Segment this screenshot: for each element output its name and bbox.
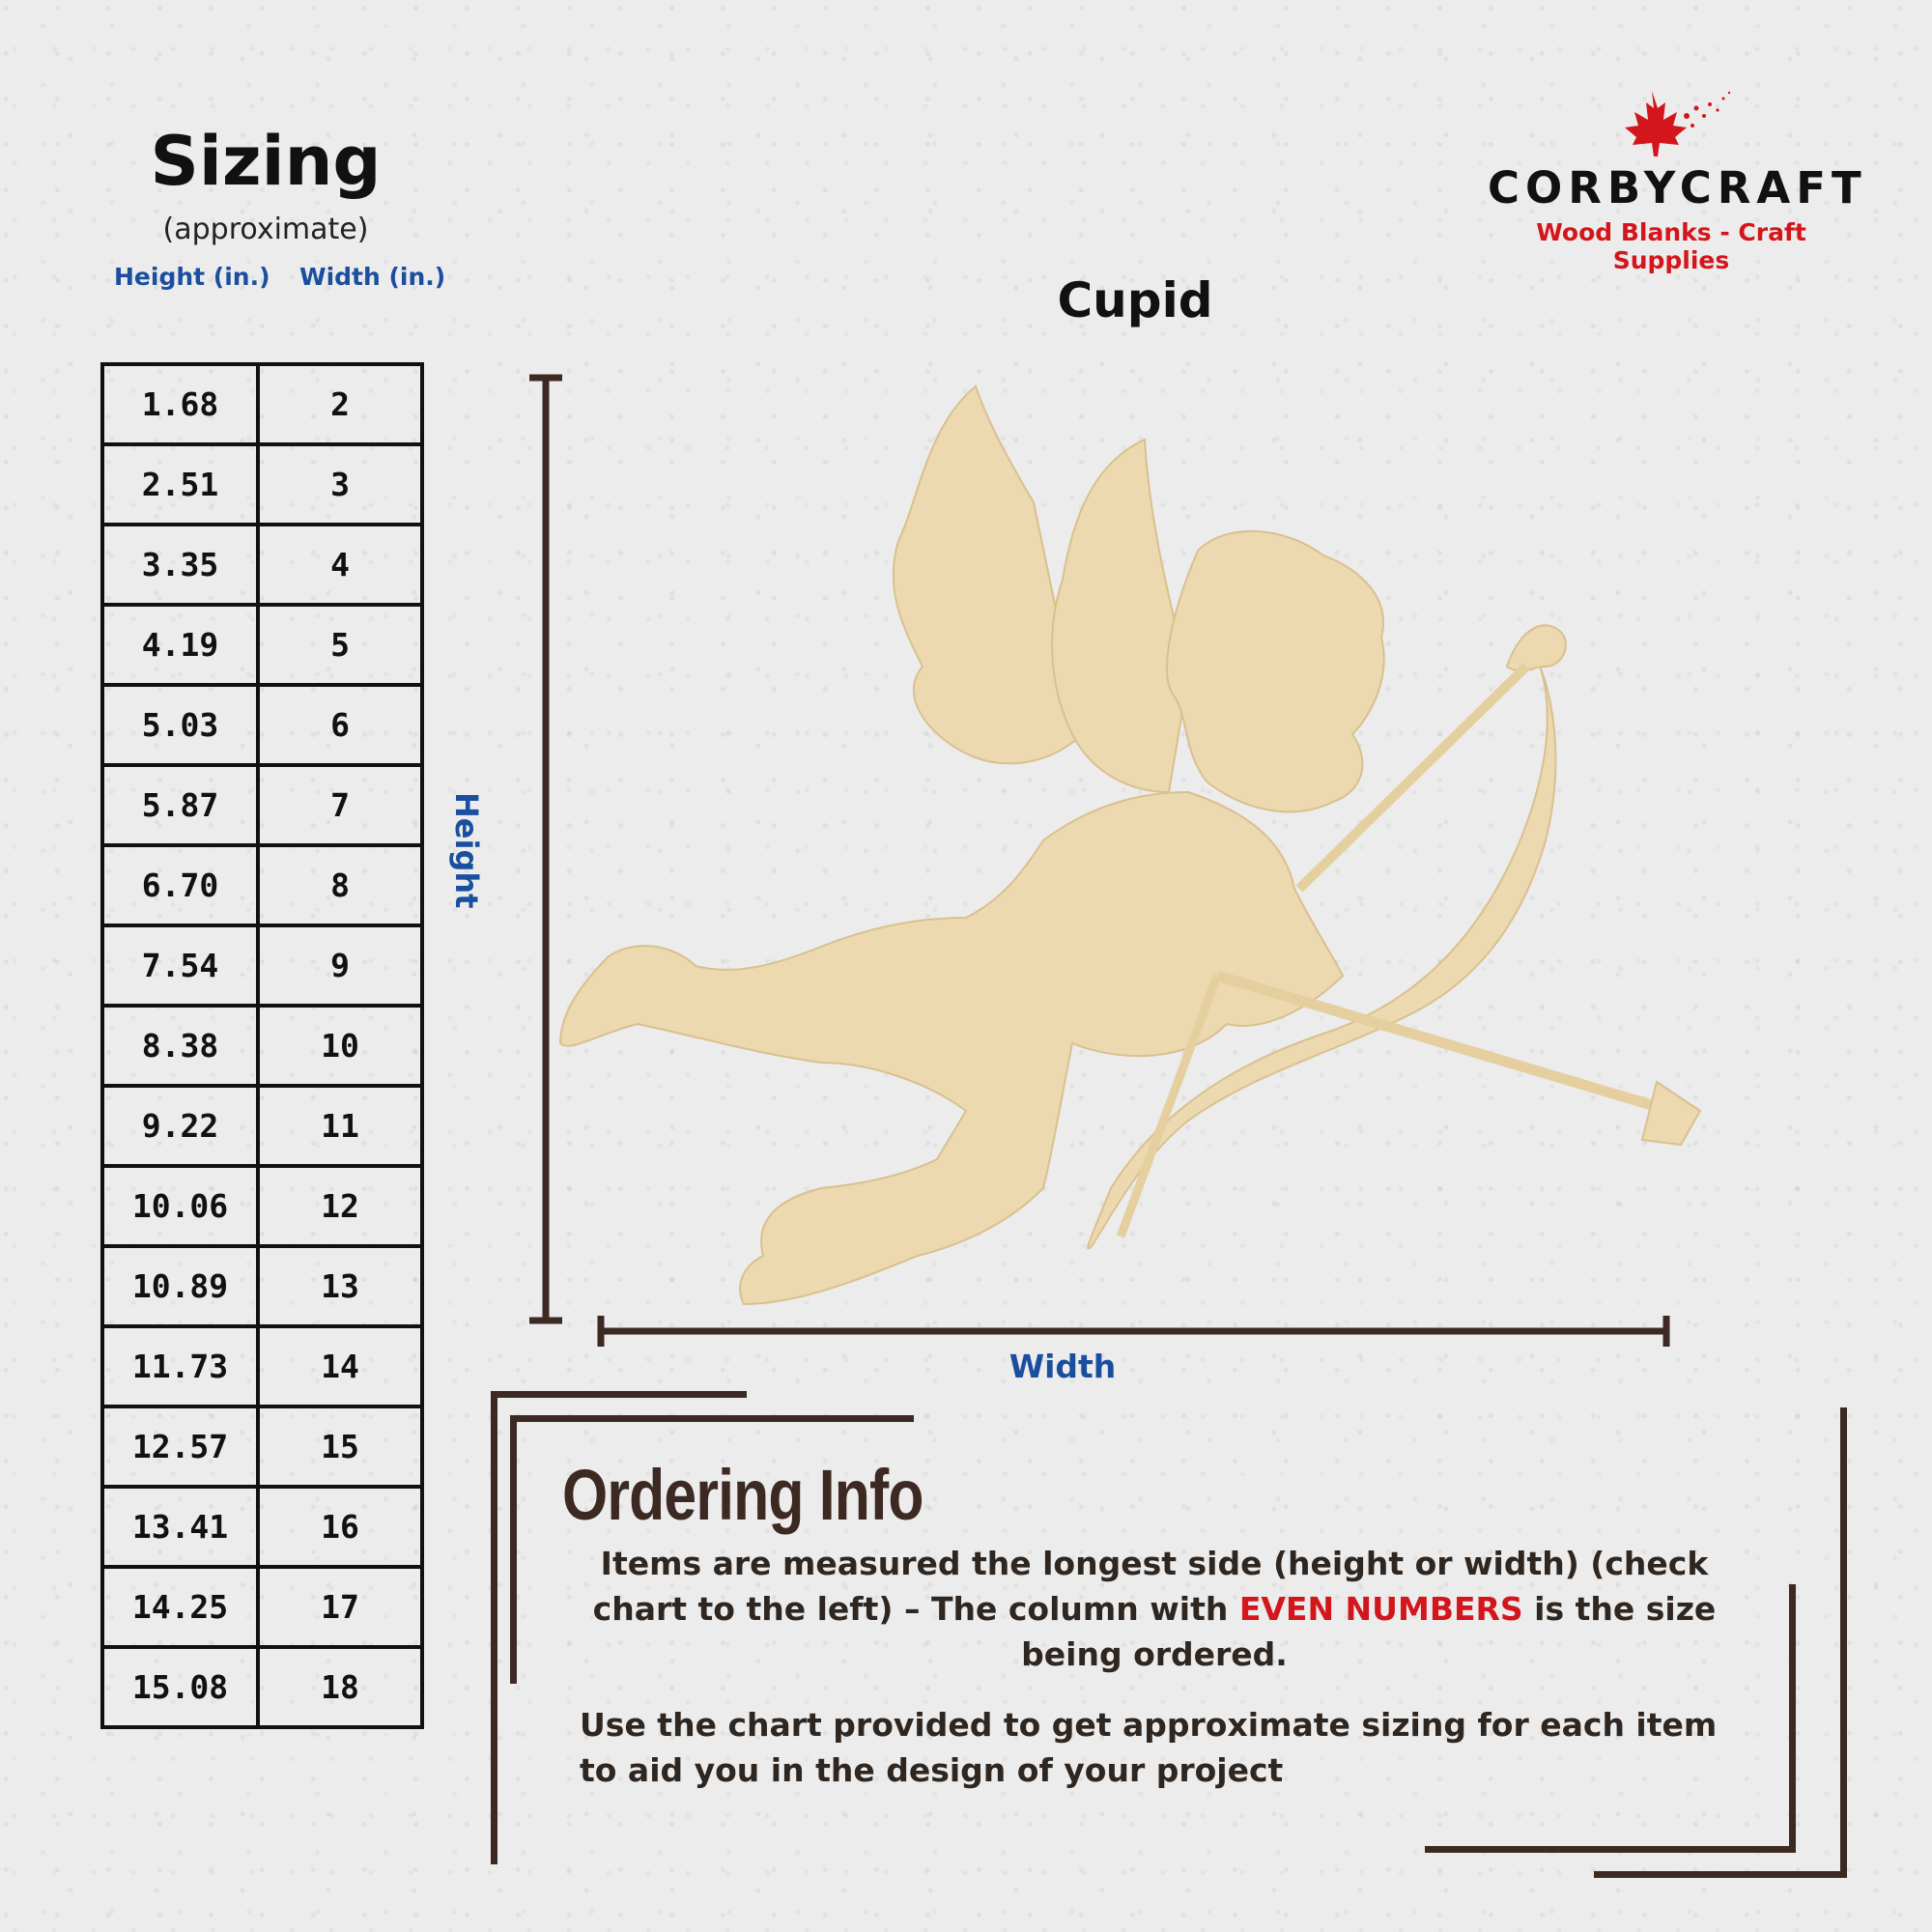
frame-line-inner-left — [510, 1415, 517, 1684]
cupid-silhouette — [560, 386, 1700, 1304]
height-cell: 11.73 — [102, 1326, 258, 1406]
height-column-header: Height (in.) — [114, 263, 270, 291]
width-cell: 13 — [258, 1246, 422, 1326]
width-cell: 2 — [258, 364, 422, 444]
ordering-info-title: Ordering Info — [562, 1455, 923, 1535]
height-cell: 10.89 — [102, 1246, 258, 1326]
width-cell: 10 — [258, 1006, 422, 1086]
width-cell: 4 — [258, 525, 422, 605]
width-cell: 9 — [258, 925, 422, 1006]
width-cell: 15 — [258, 1406, 422, 1487]
width-cell: 14 — [258, 1326, 422, 1406]
width-cell: 7 — [258, 765, 422, 845]
height-cell: 2.51 — [102, 444, 258, 525]
height-cell: 12.57 — [102, 1406, 258, 1487]
width-cell: 18 — [258, 1647, 422, 1727]
frame-line-outer-left — [491, 1391, 497, 1864]
height-cell: 10.06 — [102, 1166, 258, 1246]
width-cell: 8 — [258, 845, 422, 925]
width-cell: 17 — [258, 1567, 422, 1647]
width-cell: 11 — [258, 1086, 422, 1166]
width-column-header: Width (in.) — [299, 263, 446, 291]
width-cell: 5 — [258, 605, 422, 685]
width-cell: 12 — [258, 1166, 422, 1246]
width-cell: 6 — [258, 685, 422, 765]
height-cell: 1.68 — [102, 364, 258, 444]
frame-line-inner-right — [1789, 1584, 1796, 1853]
height-cell: 13.41 — [102, 1487, 258, 1567]
frame-line-inner-top — [510, 1415, 914, 1422]
frame-line-outer-bottom — [1594, 1871, 1847, 1878]
sizing-subtitle: (approximate) — [162, 213, 369, 246]
height-cell: 8.38 — [102, 1006, 258, 1086]
ordering-info-paragraph-2: Use the chart provided to get approximate sizing for each item to aid you in the design of your project — [580, 1706, 1718, 1789]
height-cell: 6.70 — [102, 845, 258, 925]
height-cell: 7.54 — [102, 925, 258, 1006]
width-dimension-line — [601, 1316, 1666, 1347]
width-cell: 3 — [258, 444, 422, 525]
height-cell: 5.87 — [102, 765, 258, 845]
height-axis-label: Height — [448, 792, 485, 909]
frame-line-inner-bottom — [1425, 1846, 1796, 1853]
sizing-title: Sizing — [150, 122, 382, 201]
width-axis-label: Width — [1009, 1348, 1117, 1385]
brand-name: CORBYCRAFT — [1488, 162, 1867, 213]
product-title: Cupid — [1057, 272, 1213, 328]
height-cell: 4.19 — [102, 605, 258, 685]
height-cell: 5.03 — [102, 685, 258, 765]
height-cell: 3.35 — [102, 525, 258, 605]
height-cell: 9.22 — [102, 1086, 258, 1166]
frame-line-outer-top — [491, 1391, 747, 1398]
brand-tagline: Wood Blanks - Craft Supplies — [1536, 218, 1806, 274]
even-numbers-highlight: EVEN NUMBERS — [1238, 1590, 1523, 1628]
height-cell: 14.25 — [102, 1567, 258, 1647]
height-cell: 15.08 — [102, 1647, 258, 1727]
frame-line-outer-right — [1840, 1407, 1847, 1878]
ordering-info-paragraph-1: Items are measured the longest side (height or width) (check chart to the left) – The column with EVEN NUMBERS is the size being ordered. — [592, 1545, 1717, 1673]
height-dimension-line — [529, 378, 562, 1321]
width-cell: 16 — [258, 1487, 422, 1567]
